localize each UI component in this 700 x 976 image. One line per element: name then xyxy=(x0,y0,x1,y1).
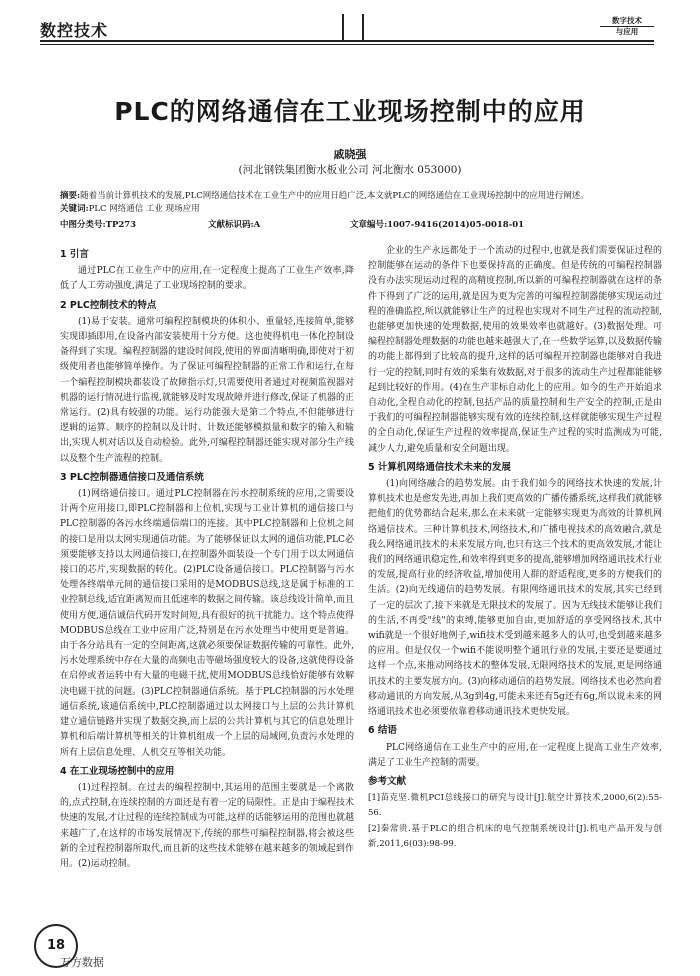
header-rule xyxy=(40,40,654,42)
section-1-heading: 1 引言 xyxy=(60,249,89,260)
section-tag-top: 数字技术 xyxy=(612,16,642,25)
abstract-text: 随着当前计算机技术的发展,PLC网络通信技术在工业生产中的应用日趋广泛,本文就PLC的网络通信在工业现场控制中的应用进行阐述。 xyxy=(80,191,589,201)
journal-column-title: 数控技术 xyxy=(40,21,109,40)
section-6-heading: 6 结语 xyxy=(368,725,397,737)
section-tag-bottom: 与应用 xyxy=(600,26,654,37)
author-affiliation: (河北钢铁集团衡水板业公司 河北衡水 053000) xyxy=(238,164,462,176)
abstract-line xyxy=(60,190,664,203)
abstract-label: 摘要: xyxy=(60,191,81,201)
section-3-heading: 3 PLC控制器通信接口及通信系统 xyxy=(60,471,204,483)
abstract-block xyxy=(60,190,664,216)
section-3-paragraph: (1)网络通信接口。通过PLC控制器在污水控制系统的应用,之需要设计两个应用接口,即PLC控制器和上位机,实现与工业计算机的通信接口与PLC控制器的各污水终端通信端口的连接。其中PLC控制器和上位机之间的接口是用以太网实现通信功能。为了能够保证以太网的通信功能,PLC必须要能够支持以太网通信接口,在控制器外面装设一个专门用于以太网通信接口的芯片,实现数据的转化。(2)PLC设备通信接口。PLC控制器与污水处理各终端单元间的通信接口采用的是MODBUS总线,这是属于标准的工业控制总线,适宜距离短而且低速率的数据之间传输。该总线设计简单,而且使用方便,通信诚信代码开发时间短,具有很好的抗干扰能力。这个特点使得MODBUS总线在工业中应用广泛,特别是在污水处理当中使用更是普遍。由于各分站具有一定的空间距离,这就必须要保证数据传输的可靠性。此外,污水处理系统中存在大量的高频电击等磁场强度较大的设备,这就使得设备在启停或者运转中有大量的电磁干扰,使用MODBUS总线恰好能够有效解决电磁干扰的问题。(3)PLC控制器通信系统。基于PLC控制器的污水处理通信系统,该通信系统中,PLC控制器通过以太网接口与上层的公共计算机建立通信链路并实现了数据交换,而上层的公共计算机与其它的信息处理计算机和后端计算机等相关的计算机组成一个上层的局域网,负责污水处理的所有上层信息处理、人机交互等相关功能。 xyxy=(60,489,354,758)
keywords-label: 关键词: xyxy=(60,204,89,214)
section-4-continued-paragraph: 企业的生产永远都处于一个流动的过程中,也就是我们需要保证过程的控制能够在运动的条件下也要保持高的正确度。但是传统的可编程控制器没有办法实现运动过程的高精度控制,所以新的可编程控制器就在这样的条件下得到了广泛的运用,就是因为更为完善的可编程控制器能够实现运动过程的准确监控,所以就能够让生产的过程也实现对不同生产过程的流动控制,也能够更加快速的处理数据,使用的效果效率也就越好。(3)数据处理。可编程控制器处理数据的功能也越来越强大了,在一些数学运算,以及数据传输的功能上都得到了比较高的提升,这样的话可编程开控制器也能够对自我进行一定的控制,同时有效的采集有效数据,对于很多的流动生产过程都能能够起到比较好的作用。(4)在生产非标自动化上的应用。如今的生产开始追求自动化,全程自动化的控制,包括产品的质量控制和生产安全的控制,正是由于我们的可编程控制器能够实现有效的连续控制,这样就能够实现生产过程的全自动化,保证生产过程的效率提高,保证生产过程的实时监测成为可能,减少人力,避免质量和安全问题出现。 xyxy=(368,246,662,454)
reference-item: [1]苗克坚.微机PCI总线接口的研究与设计[J].航空计算技术,2000,6(2):55-56. xyxy=(368,793,662,819)
section-1-paragraph: 通过PLC在工业生产中的应用,在一定程度上提高了工业生产效率,降低了人工劳动强度,满足了工业现场控制的要求。 xyxy=(60,266,354,292)
journal-section-tag xyxy=(600,16,654,37)
keywords-line xyxy=(60,203,664,216)
page-number: 18 xyxy=(46,938,66,953)
author-name: 戚晓强 xyxy=(333,148,367,161)
left-column xyxy=(60,244,354,872)
section-2-heading: 2 PLC控制技术的特点 xyxy=(60,299,157,311)
clc-number: 中图分类号:TP273 xyxy=(60,220,137,230)
section-5-heading: 5 计算机网络通信技术未来的发展 xyxy=(368,461,511,473)
keywords-text: PLC 网络通信 工业 现场应用 xyxy=(88,204,200,214)
paper-title: PLC的网络通信在工业现场控制中的应用 xyxy=(114,97,586,126)
header-bar-ornament xyxy=(342,14,364,40)
article-number: 文章编号:1007-9416(2014)05-0018-01 xyxy=(350,220,525,230)
section-2-paragraph: (1)易于安装。通常可编程控制模块的体积小、重量轻,连接简单,能够实现即插即用,在设备内部安装使用十分方便。这也使得机电一体化控制设备得到了实现。编程控制器的建设时间段,使用的界面清晰明确,即使对于初级使用者也能够简单操作。为了保证可编程控制器的正常工作和运行,在每一个编程控制模块都装设了故障指示灯,只需要使用者通过对视频监视器对机器的运行情况进行监视,就能够及时发现故障并进行修改,保证了机器的正常运行。(2)具有较强的功能。运行功能强大是第二个特点,不但能够进行逻辑的运算、顺序的控制以及计时、计数还能够模拟量和数字的输入和输出,实现人机对话以及自动检验。此外,可编程控制器还能实现对部分生产线以及整个生产流程的控制。 xyxy=(60,316,354,464)
article-meta xyxy=(60,218,664,232)
right-column xyxy=(368,244,662,852)
wanfang-watermark: 万方数据 xyxy=(60,956,104,969)
references-heading: 参考文献 xyxy=(368,775,407,787)
section-6-paragraph: PLC网络通信在工业生产中的应用,在一定程度上提高工业生产效率,满足了工业生产控制的需要。 xyxy=(368,742,662,768)
section-4-heading: 4 在工业现场控制中的应用 xyxy=(60,765,175,777)
section-5-paragraph: (1)向网络融合的趋势发展。由于我们如今的网络技术快速的发展,计算机技术也是愈发先进,再加上我们更高效的广播传播系统,这样我们就能够把他们的优势都结合起来,那么在未来就一定能够实现更为高效的计算机网络通信技术。三种计算机技术,网络技术,和广播电视技术的高效融合,就是我么网络通讯技术的未来发展方向,也只有这三个技术的更高效发展,才能让我们的网络通讯稳定性,和效率得到更多的提高,能够增加网络通讯技术行业的发展,提高行业的经济收益,增加使用人群的舒适程度,更多的方便我们的生活。(2)向无线通信的趋势发展。有限网络通讯技术的发展,其实已经到了一定的层次了,接下来就是无限技术的发展了。因为无线技术能够让我们的生活,不再受"线"的束缚,能够更加自由,更加舒适的享受网络技术,其中wifi就是一个很好地例子,wifi技术受到越来越多人的认可,也受到越来越多的应用。但是仅仅一个wifi不能说明整个通讯行业的发展,主要还是要通过这样一个点,来推动网络技术的整体发展,无限网络技术的发展,更是网络通讯技术的主要发展方向。(3)向移动通信的趋势发展。网络技术也必然向着移动通讯的方向发展,从3g到4g,可能未来还有5g还有6g,所以说未来的网络通讯技术也必须要依靠着移动通讯技术更快发展。 xyxy=(368,479,662,718)
reference-item: [2]秦常贵.基于PLC的组合机床的电气控制系统设计[J].机电产品开发与创新,2011,6(03):98-99. xyxy=(368,823,662,849)
document-code: 文献标识码:A xyxy=(208,220,261,230)
header-rule-thin xyxy=(40,44,654,45)
section-4-paragraph: (1)过程控制。在过去的编程控制中,其运用的范围主要就是一个离散的,点式控制,在连续控制的方面还是有着一定的局限性。正是由于编程技术快速的发展,才让过程的连续控制成为可能,这样的话能够运用的范围也就越来越广了,在这样的市场发展情况下,传统的那些可编程控制器,将会被这些新的全过程控制器所取代,而且新的这些技术能够在越来越多的领域起到作用。(2)运动控制。 xyxy=(60,782,354,869)
